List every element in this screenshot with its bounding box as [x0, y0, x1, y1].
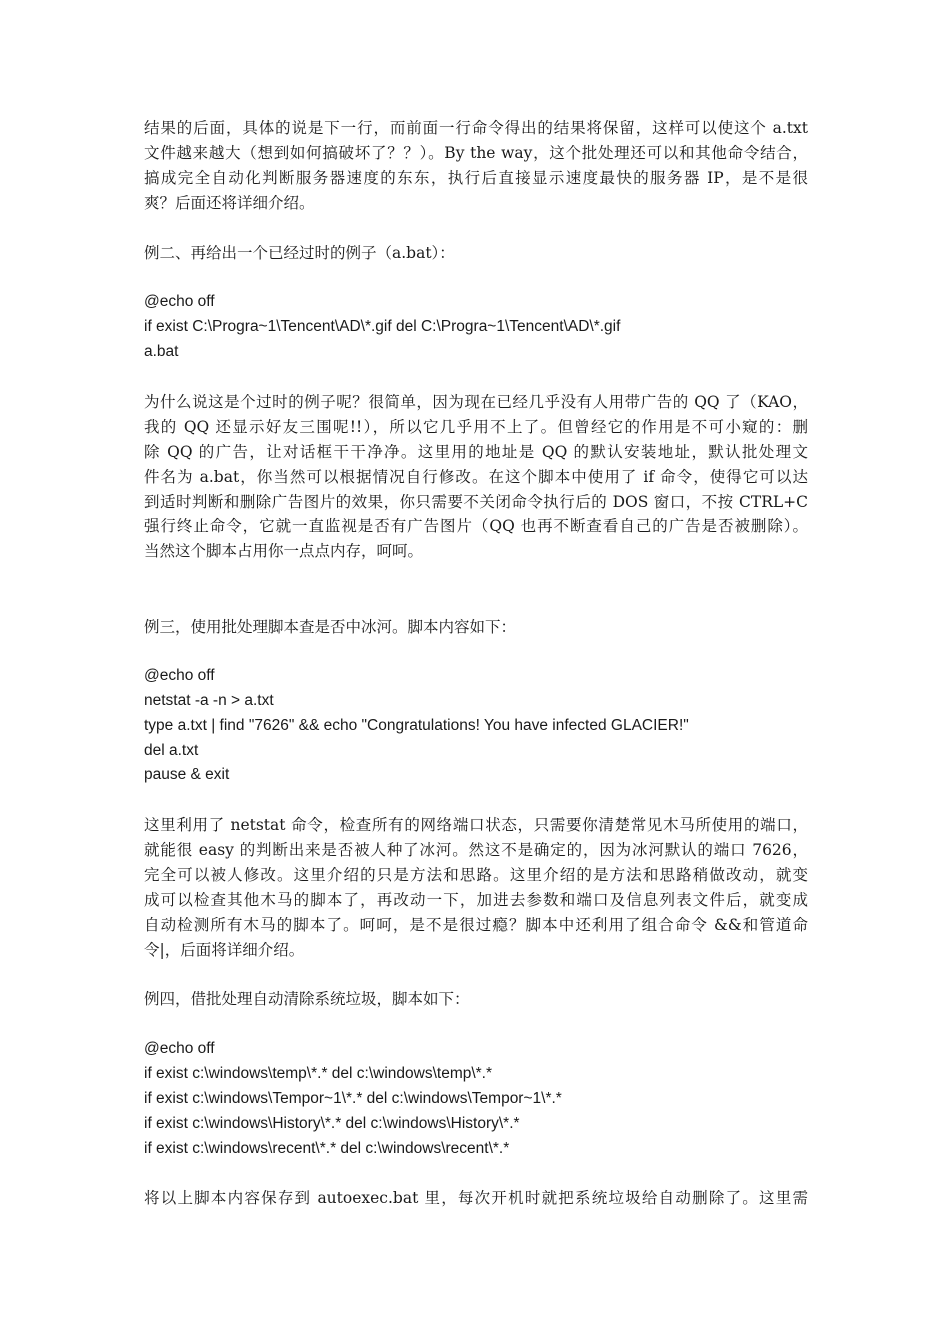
code-line: @echo off	[144, 1040, 215, 1057]
paragraph-line: 将以上脚本内容保存到 autoexec.bat 里，每次开机时就把系统垃圾给自动删除了。这里需	[144, 1189, 808, 1207]
paragraph-line: 我的 QQ 还显示好友三围呢!!），所以它几乎用不上了。但曾经它的作用是不可小窥的：删	[144, 418, 808, 436]
example-heading: 例三，使用批处理脚本查是否中冰河。脚本内容如下：	[144, 618, 517, 636]
code-line: if exist c:\windows\temp\*.* del c:\windows\temp\*.*	[144, 1065, 493, 1082]
code-line: @echo off	[144, 293, 215, 310]
paragraph-line: 文件越来越大（想到如何搞破坏了？？）。By the way，这个批处理还可以和其他命令结合，	[144, 144, 808, 162]
paragraph-line: 搞成完全自动化判断服务器速度的东东，执行后直接显示速度最快的服务器 IP，是不是很	[144, 169, 808, 187]
paragraph-line: 件名为 a.bat，你当然可以根据情况自行修改。在这个脚本中使用了 if 命令，使得它可以达	[144, 468, 808, 486]
paragraph-line: 除 QQ 的广告，让对话框干干净净。这里用的地址是 QQ 的默认安装地址，默认批处理文	[144, 443, 808, 461]
code-line: if exist c:\windows\History\*.* del c:\windows\History\*.*	[144, 1115, 520, 1132]
paragraph-line: 完全可以被人修改。这里介绍的只是方法和思路。这里介绍的是方法和思路稍做改动，就变	[144, 866, 808, 884]
code-line: if exist C:\Progra~1\Tencent\AD\*.gif del C:\Progra~1\Tencent\AD\*.gif	[144, 318, 621, 335]
code-line: if exist c:\windows\recent\*.* del c:\windows\recent\*.*	[144, 1140, 510, 1157]
paragraph-line: 这里利用了 netstat 命令，检查所有的网络端口状态，只需要你清楚常见木马所使用的端口，	[144, 816, 808, 834]
paragraph-line: 强行终止命令，它就一直监视是否有广告图片（QQ 也再不断查看自己的广告是否被删除）。	[144, 517, 808, 535]
code-line: a.bat	[144, 343, 179, 360]
paragraph-line: 就能很 easy 的判断出来是否被人种了冰河。然这不是确定的，因为冰河默认的端口 7626，	[144, 841, 808, 859]
paragraph-line: 令|，后面将详细介绍。	[144, 941, 305, 959]
code-line: del a.txt	[144, 742, 199, 759]
example-heading: 例二、再给出一个已经过时的例子（a.bat）：	[144, 244, 455, 262]
example-heading: 例四，借批处理自动清除系统垃圾，脚本如下：	[144, 990, 470, 1008]
paragraph-line: 为什么说这是个过时的例子呢？很简单，因为现在已经几乎没有人用带广告的 QQ 了（KAO，	[144, 393, 808, 411]
code-line: pause & exit	[144, 766, 230, 783]
paragraph-line: 爽？后面还将详细介绍。	[144, 194, 315, 212]
code-line: type a.txt | find "7626" && echo "Congratulations! You have infected GLACIER!"	[144, 717, 689, 734]
paragraph-line: 结果的后面，具体的说是下一行，而前面一行命令得出的结果将保留，这样可以使这个 a.txt	[144, 119, 808, 137]
paragraph-line: 成可以检查其他木马的脚本了，再改动一下，加进去参数和端口及信息列表文件后，就变成	[144, 891, 808, 909]
code-line: if exist c:\windows\Tempor~1\*.* del c:\windows\Tempor~1\*.*	[144, 1090, 562, 1107]
paragraph-line: 当然这个脚本占用你一点点内存，呵呵。	[144, 542, 424, 560]
paragraph-line: 到适时判断和删除广告图片的效果，你只需要不关闭命令执行后的 DOS 窗口，不按 CTRL+C	[144, 493, 808, 511]
paragraph-line: 自动检测所有木马的脚本了。呵呵，是不是很过瘾？脚本中还利用了组合命令 &&和管道命	[144, 916, 808, 934]
code-line: @echo off	[144, 667, 215, 684]
code-line: netstat -a -n > a.txt	[144, 692, 274, 709]
